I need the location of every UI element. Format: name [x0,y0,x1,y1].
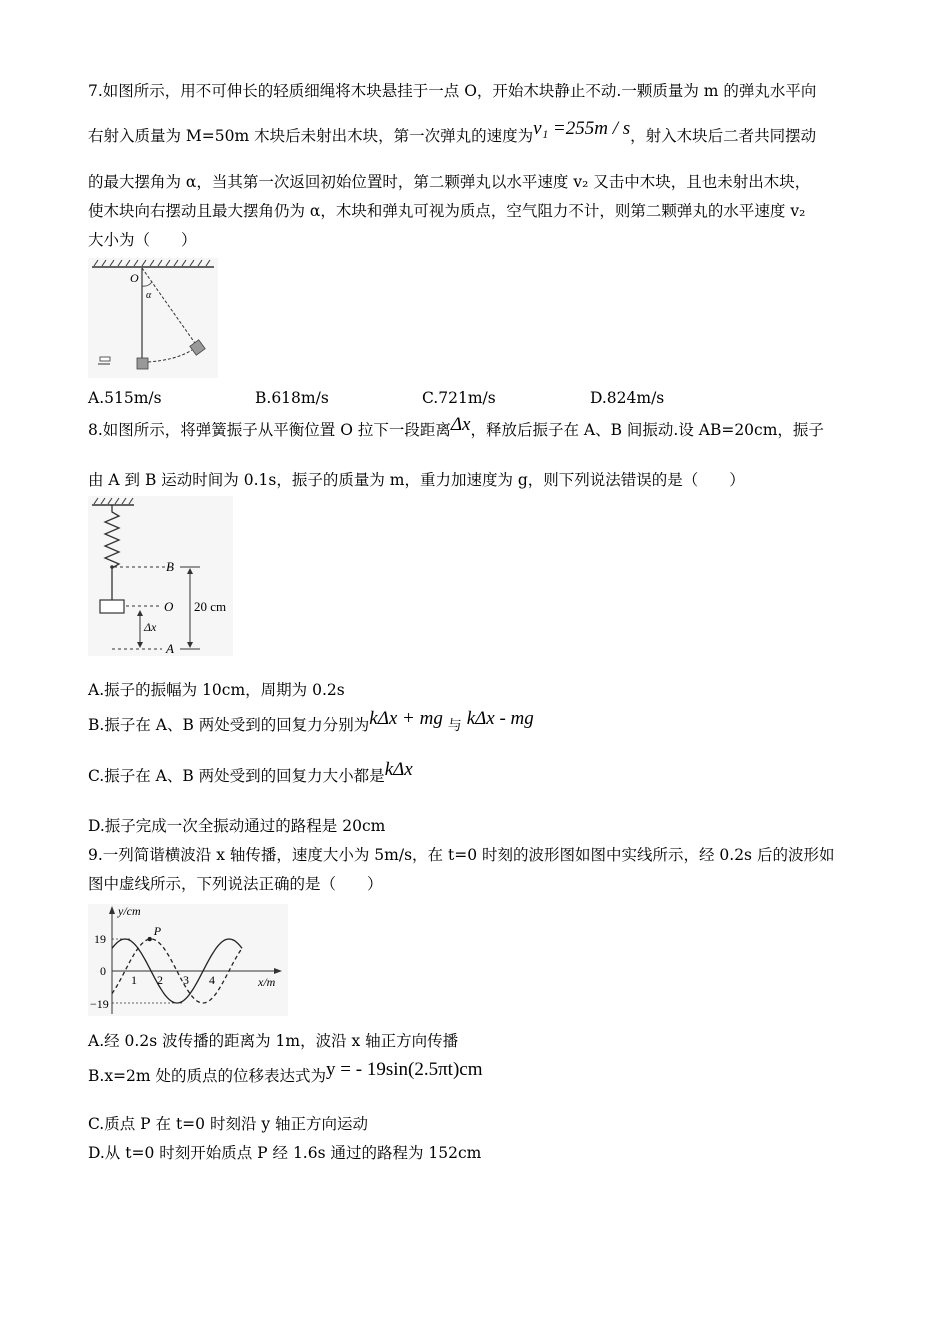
label-O: O [130,271,139,285]
q8-formula-c: kΔx [384,759,413,780]
y-tick-neg19: −19 [90,997,109,1011]
q8-formula-b1: kΔx + mg [369,708,443,729]
q7-option-b: B.618m/s [255,389,329,407]
q7-formula-v1: v₁ =255m / s [533,118,631,139]
q9-option-b [88,1059,483,1086]
q7-option-c: C.721m/s [422,389,496,407]
y-tick-0: 0 [100,964,106,978]
q8-option-d: D.振子完成一次全振动通过的路程是 20cm [88,817,386,835]
label-A: A [166,641,174,656]
q7-option-d: D.824m/s [590,389,665,407]
oscillator-block [100,600,124,613]
x-tick-label: 3 [183,973,189,987]
q7-line5: 大小为（ ） [88,231,197,249]
q8-option-c [88,759,413,786]
label-dx: Δx [144,620,157,634]
label-alpha: α [146,290,152,301]
q9-line1: 9.一列简谐横波沿 x 轴传播，速度大小为 5m/s，在 t=0 时刻的波形图如图中实线所示，经 0.2s 后的波形如 [88,846,835,864]
q8-line1-tail: ，释放后振子在 A、B 间振动.设 AB=20cm，振子 [470,421,824,439]
x-tick-label: 2 [157,973,163,987]
q9-option-b-text: B.x=2m 处的质点的位移表达式为 [88,1067,327,1085]
q8-option-c-text: C.振子在 A、B 两处受到的回复力大小都是 [88,767,385,785]
q8-option-b-mid: 与 [447,718,462,734]
q7-line1: 7.如图所示，用不可伸长的轻质细绳将木块悬挂于一点 O，开始木块静止不动.一颗质量为 m 的弹丸水平向 [88,82,817,100]
q8-option-b-text: B.振子在 A、B 两处受到的回复力分别为 [88,716,370,734]
pendulum-figure [88,258,218,378]
q9-option-c: C.质点 P 在 t=0 时刻沿 y 轴正方向运动 [88,1115,369,1133]
y-axis-label: y/cm [118,904,141,918]
q9-option-a: A.经 0.2s 波传播的距离为 1m，波沿 x 轴正方向传播 [88,1032,459,1050]
q8-line2: 由 A 到 B 运动时间为 0.1s，振子的质量为 m，重力加速度为 g，则下列说法错误的是（ ） [88,471,745,489]
point-p-label: P [153,924,162,939]
q7-line2-text: 右射入质量为 M=50m 木块后未射出木块，第一次弹丸的速度为 [88,127,534,145]
q8-line1 [88,414,824,440]
q8-formula-dx: Δx [450,414,471,435]
x-tick-label: 4 [209,973,215,987]
spring-end [110,565,114,569]
q7-line2-tail: ，射入木块后二者共同摆动 [630,127,817,145]
x-axis-label: x/m [258,975,276,989]
q8-line1-text: 8.如图所示，将弹簧振子从平衡位置 O 拉下一段距离 [88,421,451,439]
q7-line3: 的最大摆角为 α，当其第一次返回初始位置时，第二颗弹丸以水平速度 v₂ 又击中木块，且也未射出木块， [88,173,811,191]
q9-formula-b: y = - 19sin(2.5πt)cm [326,1059,483,1080]
point-p [148,937,152,941]
label-O: O [164,599,174,614]
y-tick-19: 19 [94,932,106,946]
wave-chart [88,904,288,1016]
label-20cm: 20 cm [194,599,227,614]
q7-line2 [88,118,817,146]
q7-option-a: A.515m/s [88,389,162,407]
q8-option-b [88,708,534,736]
wood-block [137,358,148,369]
q8-formula-b2: kΔx - mg [466,708,534,729]
x-tick-label: 1 [131,973,137,987]
q7-line4: 使木块向右摆动且最大摆角仍为 α，木块和弹丸可视为质点，空气阻力不计，则第二颗弹丸的水平速度 v₂ [88,202,806,220]
spring-oscillator-figure [88,496,233,656]
label-B: B [166,559,174,574]
q9-option-d: D.从 t=0 时刻开始质点 P 经 1.6s 通过的路程为 152cm [88,1144,482,1162]
q9-line2: 图中虚线所示，下列说法正确的是（ ） [88,875,383,893]
q8-option-a: A.振子的振幅为 10cm，周期为 0.2s [88,681,345,699]
